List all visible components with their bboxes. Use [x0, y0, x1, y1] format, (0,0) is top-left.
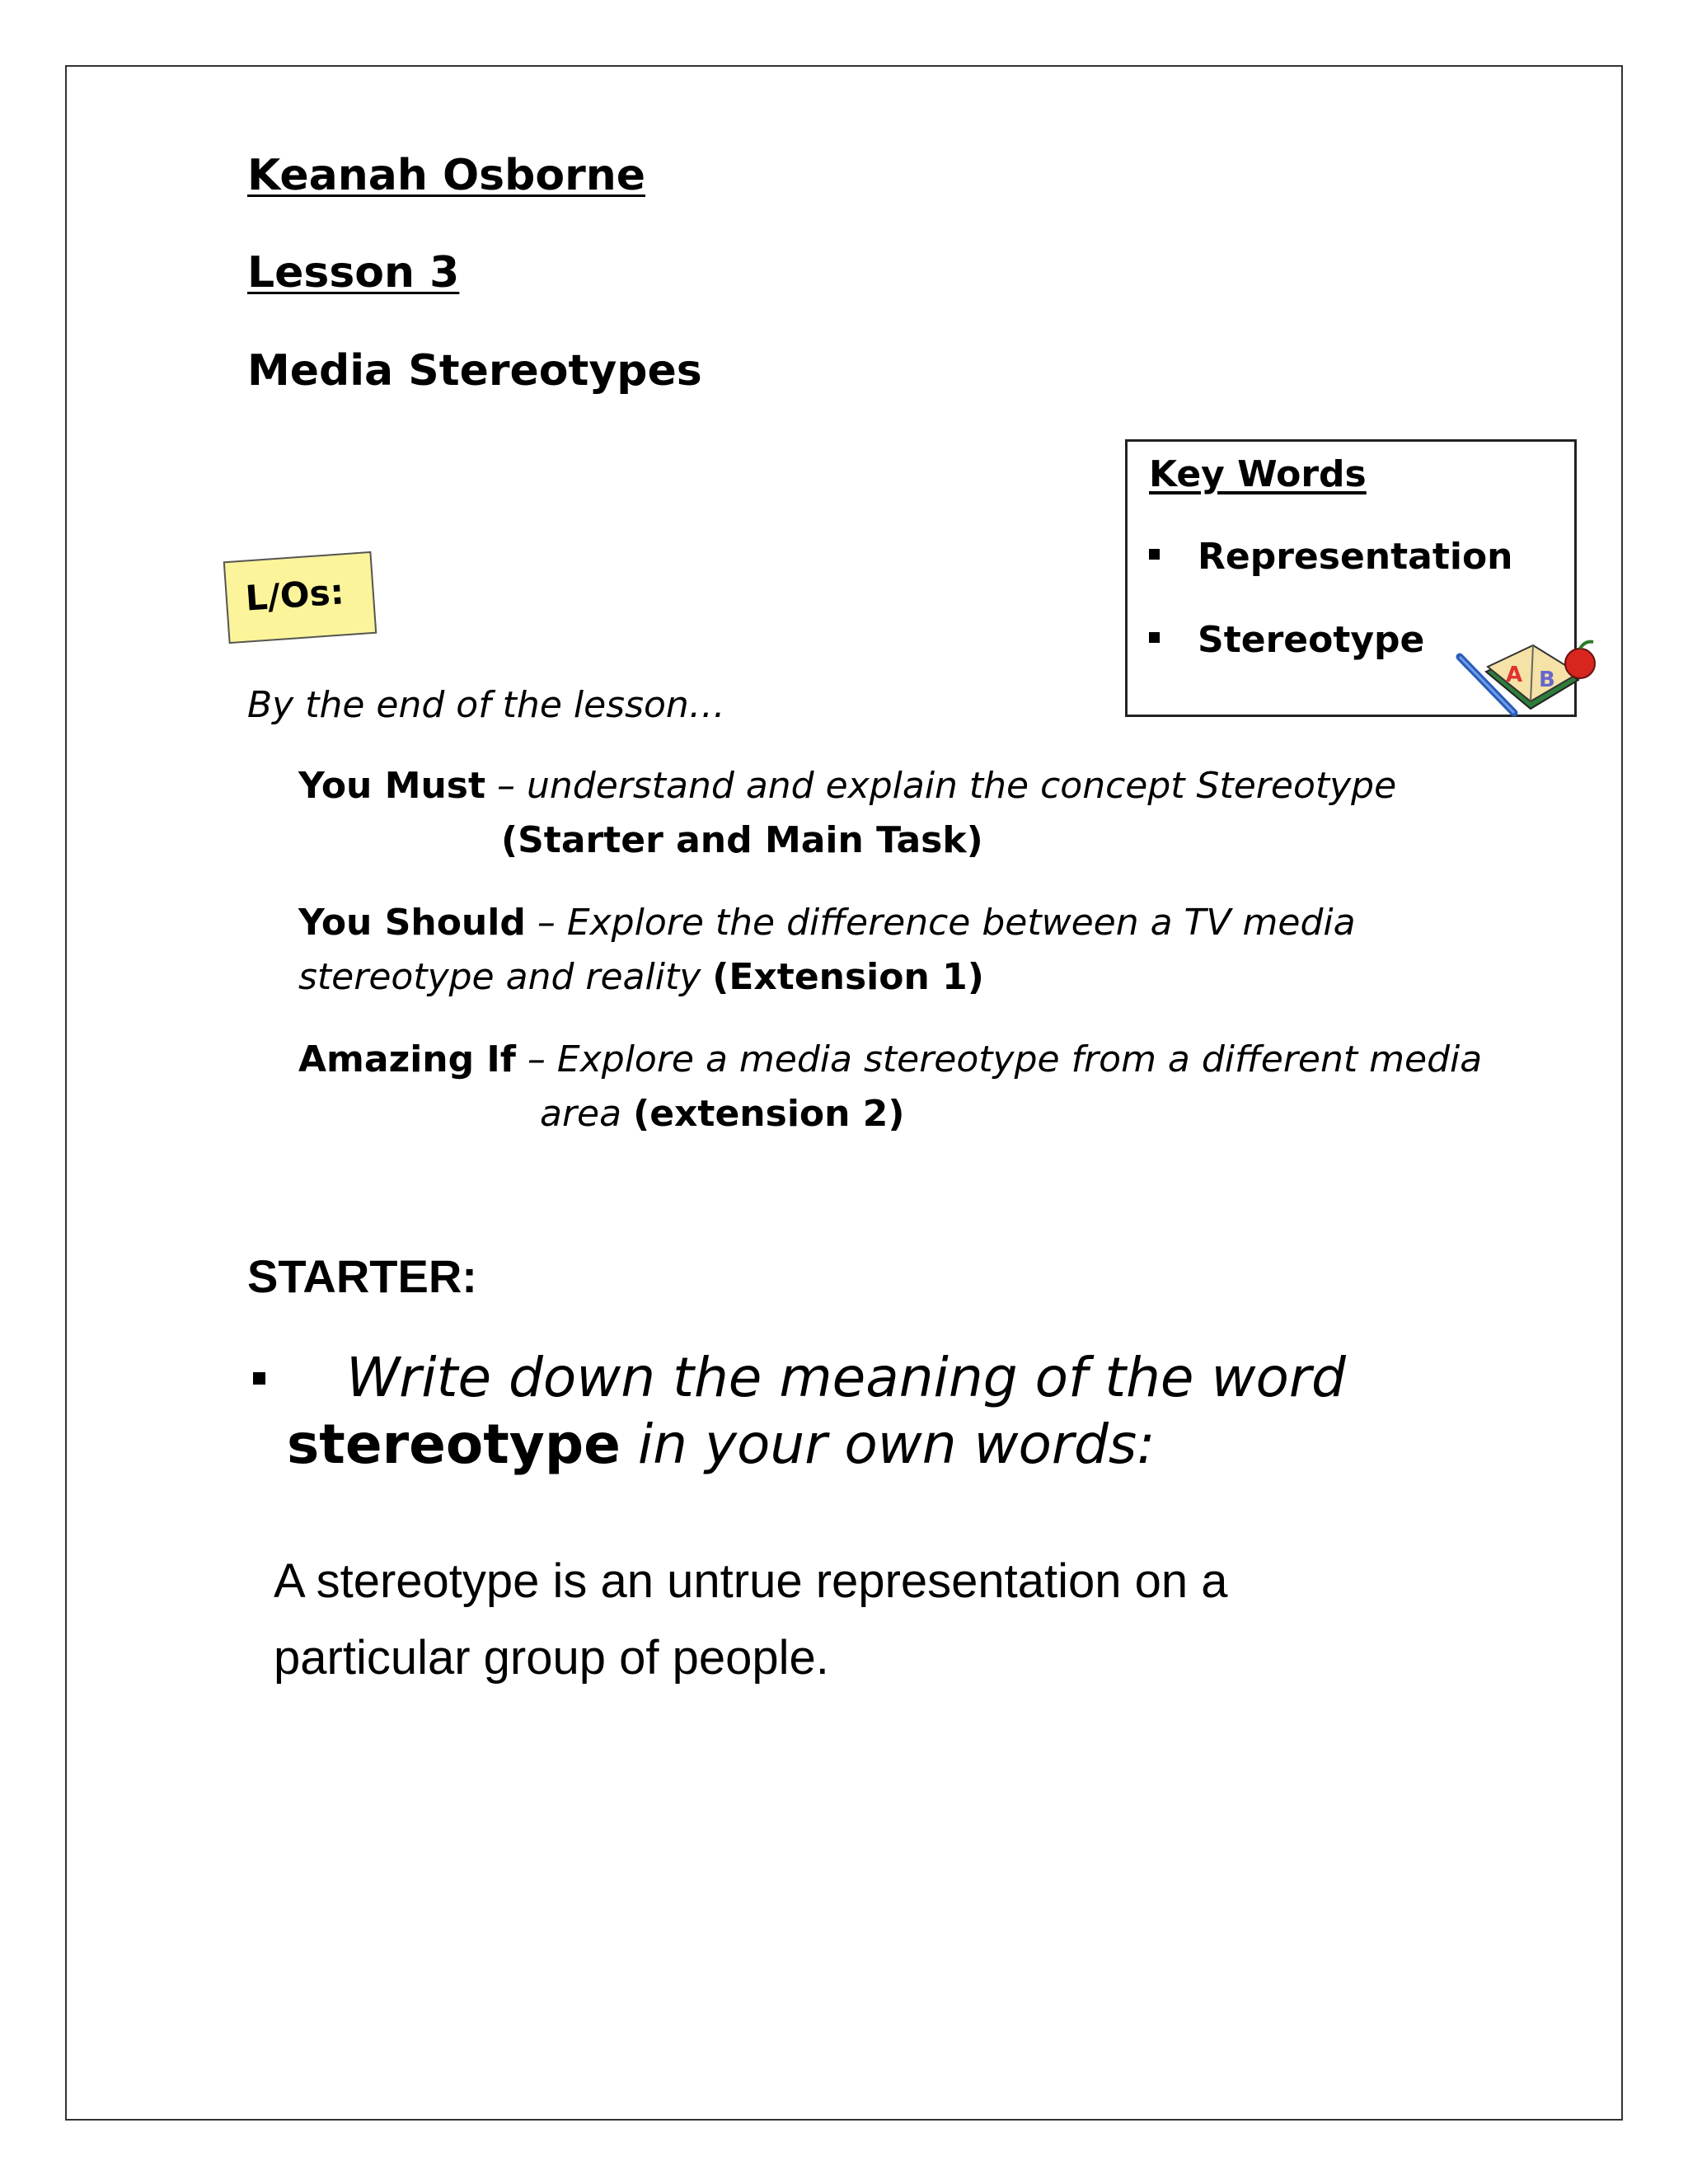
objective-amazing-tag: (extension 2): [633, 1093, 905, 1135]
bullet-icon: [1149, 549, 1160, 560]
bullet-icon: [1149, 632, 1160, 643]
objective-must: [298, 765, 1396, 807]
objective-amazing-text-2: area: [540, 1093, 622, 1135]
student-answer-line: particular group of people.: [274, 1631, 829, 1685]
student-name: Keanah Osborne: [247, 151, 646, 200]
svg-text:B: B: [1539, 668, 1555, 692]
objective-must-tag: (Starter and Main Task): [501, 819, 983, 861]
bullet-icon: [253, 1372, 265, 1385]
lesson-number: Lesson 3: [247, 248, 460, 298]
starter-question-rest: in your own words:: [620, 1413, 1156, 1476]
starter-heading: STARTER:: [247, 1250, 477, 1302]
objective-should-label: You Should: [298, 902, 526, 944]
learning-objectives-note: [223, 551, 377, 644]
svg-text:A: A: [1506, 663, 1523, 687]
starter-question: Write down the meaning of the word: [346, 1346, 1346, 1409]
objective-should-text-2: stereotype and reality: [298, 956, 701, 998]
lesson-topic: Media Stereotypes: [247, 346, 702, 396]
objective-amazing-line2: [540, 1093, 905, 1135]
objective-should-tag: (Extension 1): [712, 956, 984, 998]
key-word-item: [1149, 536, 1513, 578]
objective-must-label: You Must: [298, 765, 486, 807]
objectives-intro: By the end of the lesson…: [247, 684, 725, 726]
student-answer-line: A stereotype is an untrue representation on a: [274, 1554, 1228, 1608]
key-word-item: [1149, 619, 1424, 661]
key-word-label: Stereotype: [1198, 619, 1425, 661]
objective-must-text: understand and explain the concept Stereotype: [527, 765, 1397, 807]
objective-amazing-label: Amazing If: [298, 1038, 516, 1080]
starter-keyword: stereotype: [287, 1413, 621, 1476]
objective-amazing-text: Explore a media stereotype from a different media: [556, 1038, 1483, 1080]
objective-should-text: Explore the difference between a TV media: [566, 902, 1356, 944]
key-words-heading: Key Words: [1149, 453, 1367, 495]
objective-should-line2: [298, 956, 984, 998]
dash: –: [515, 1038, 557, 1080]
dash: –: [525, 902, 567, 944]
objective-should: [298, 902, 1356, 944]
learning-objectives-label: L/Os:: [244, 571, 345, 619]
dash: –: [485, 765, 528, 807]
starter-question-line2: [287, 1413, 1156, 1476]
book-pencil-apple-icon: [1455, 630, 1603, 725]
objective-amazing: [298, 1038, 1482, 1080]
key-word-label: Representation: [1198, 536, 1513, 578]
